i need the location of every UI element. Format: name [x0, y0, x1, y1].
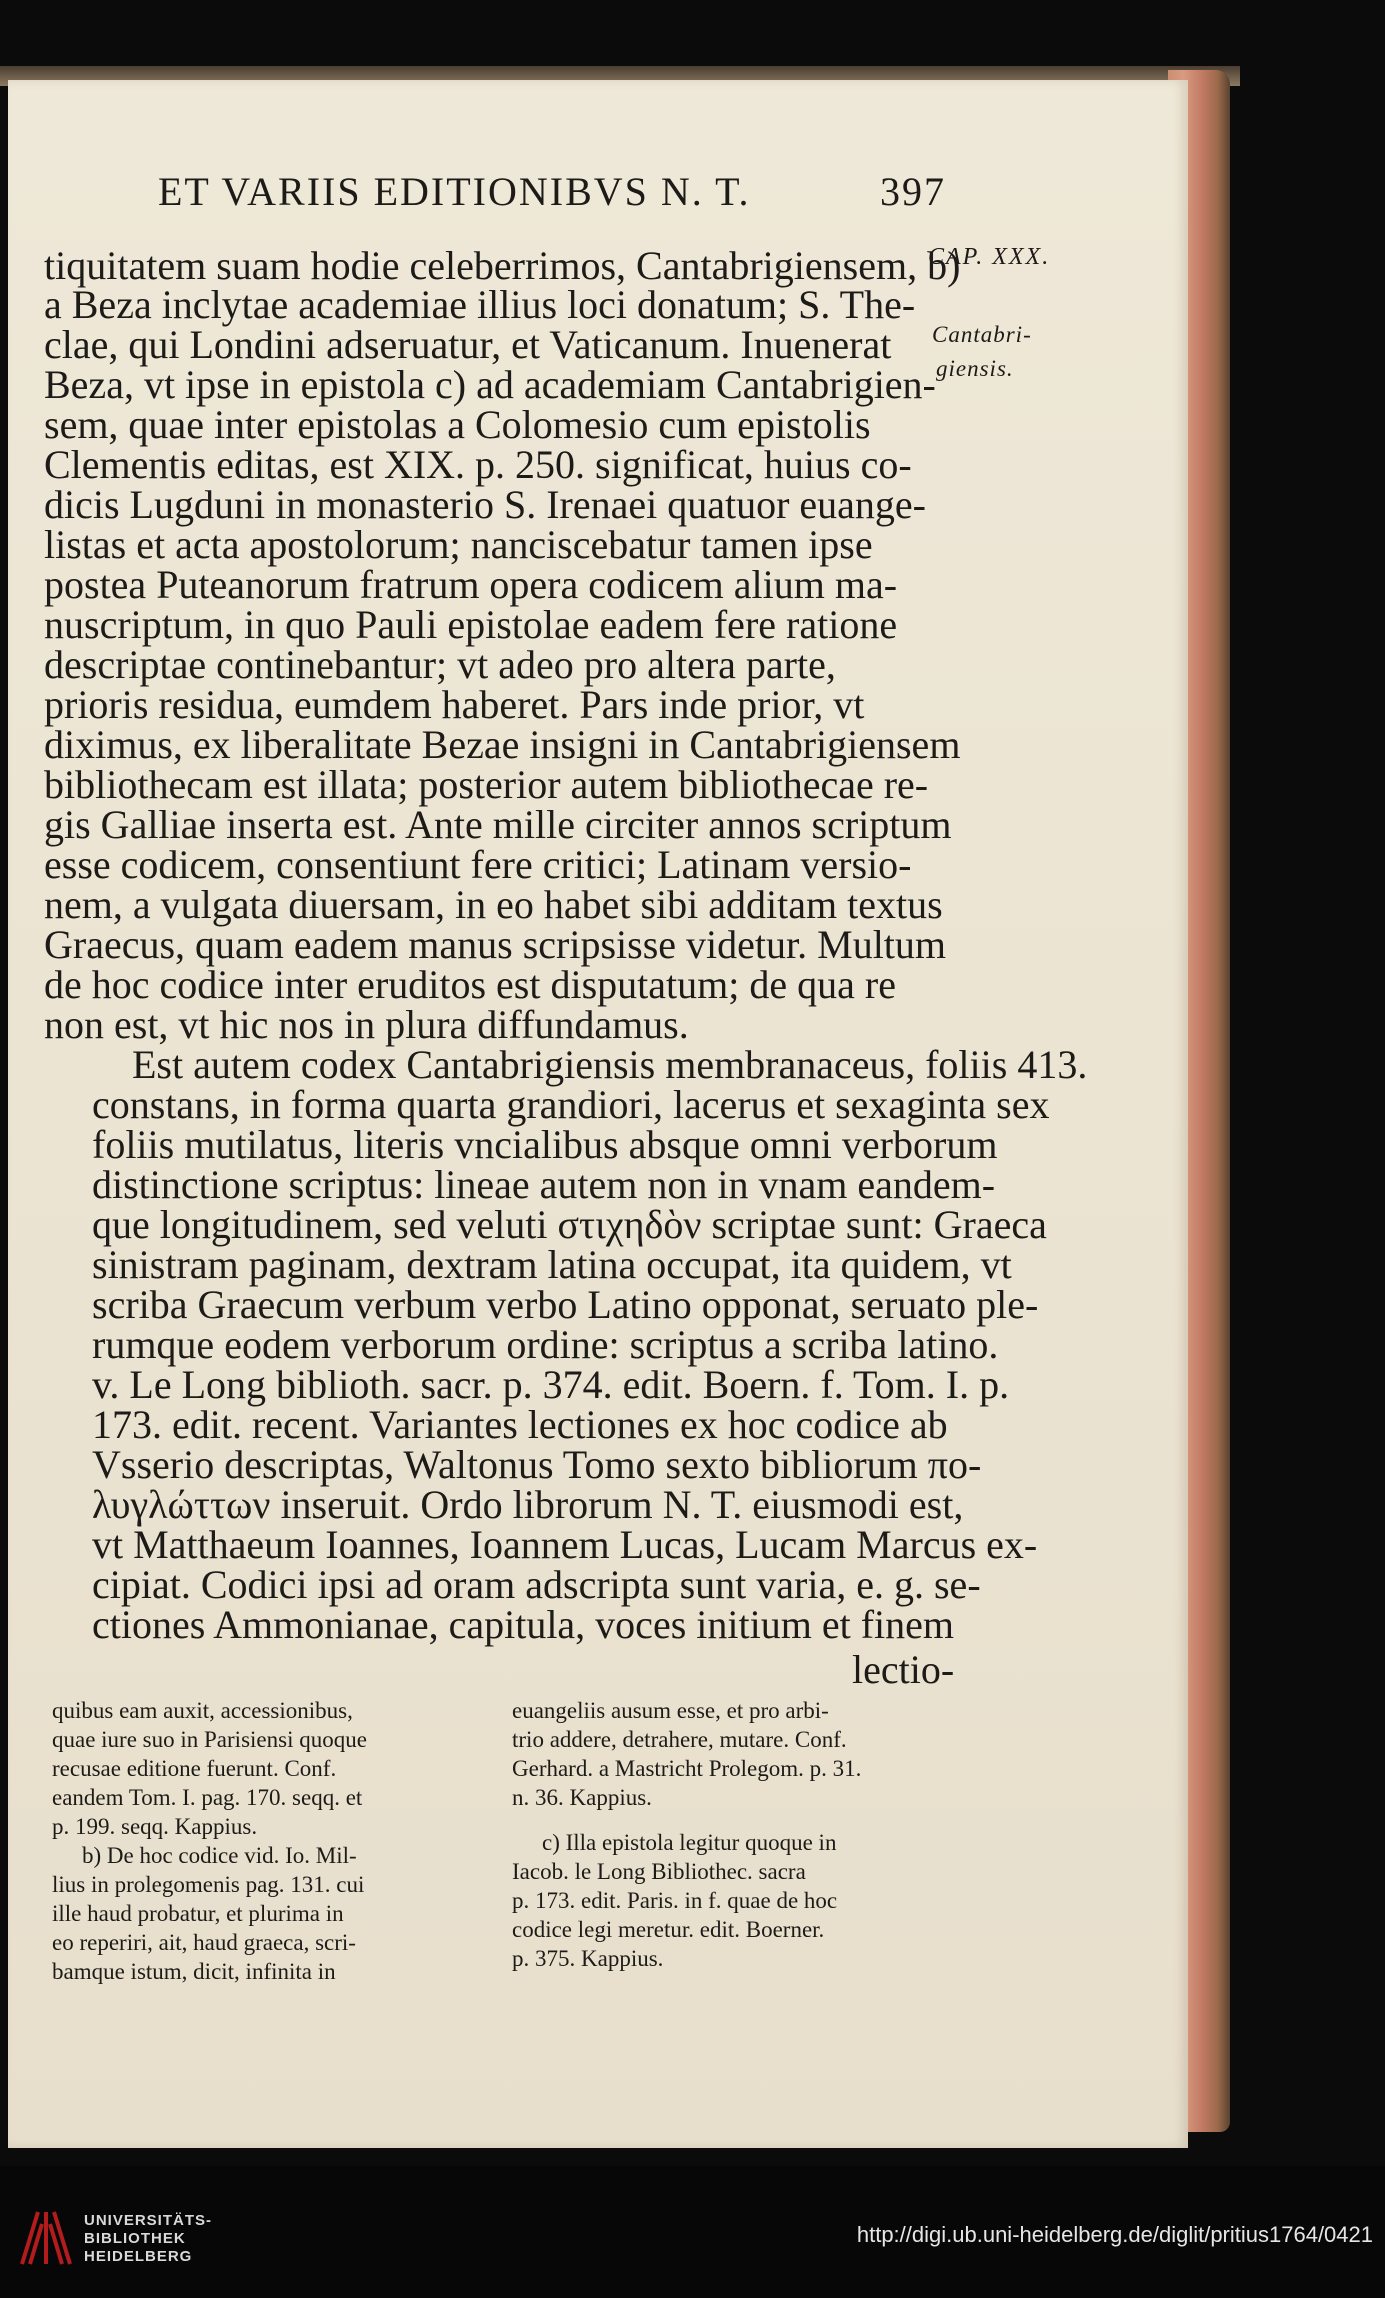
- text-line: cipiat. Codici ipsi ad oram adscripta sunt varia, e. g. se-: [92, 1562, 981, 1607]
- library-logo-icon[interactable]: [16, 2206, 76, 2270]
- footnote-line: c) Illa epistola legitur quoque in: [542, 1830, 837, 1855]
- text-line: que longitudinem, sed veluti στιχηδὸν scriptae sunt: Graeca: [92, 1202, 1047, 1247]
- footnote-line: p. 375. Kappius.: [512, 1946, 664, 1971]
- source-url-link[interactable]: http://digi.ub.uni-heidelberg.de/diglit/pritius1764/0421: [856, 2222, 1373, 2247]
- text-line: non est, vt hic nos in plura diffundamus.: [44, 1002, 689, 1047]
- text-line: 173. edit. recent. Variantes lectiones ex hoc codice ab: [92, 1402, 948, 1447]
- footnote-line: Iacob. le Long Bibliothec. sacra: [512, 1859, 806, 1884]
- text-line: listas et acta apostolorum; nanciscebatur tamen ipse: [44, 522, 873, 567]
- footnote-line: p. 199. seqq. Kappius.: [52, 1814, 258, 1839]
- text-line: de hoc codice inter eruditos est disputatum; de qua re: [44, 962, 896, 1007]
- footnote-line: codice legi meretur. edit. Boerner.: [512, 1917, 825, 1942]
- text-line: Graecus, quam eadem manus scripsisse videtur. Multum: [44, 922, 947, 967]
- catchword: lectio-: [852, 1647, 955, 1692]
- footnote-line: p. 173. edit. Paris. in f. quae de hoc: [512, 1888, 838, 1913]
- text-line: λυγλώττων inseruit. Ordo librorum N. T. eiusmodi est,: [92, 1482, 964, 1527]
- text-line: Vsserio descriptas, Waltonus Tomo sexto bibliorum πο-: [92, 1442, 982, 1487]
- text-line: tiquitatem suam hodie celeberrimos, Cantabrigiensem, b): [44, 243, 961, 288]
- text-line: diximus, ex liberalitate Bezae insigni in Cantabrigiensem: [44, 722, 961, 767]
- footnote-line: recusae editione fuerunt. Conf.: [52, 1756, 337, 1781]
- margin-note-topic-cont: giensis.: [936, 356, 1014, 381]
- text-line: distinctione scriptus: lineae autem non in vnam eandem-: [92, 1162, 996, 1207]
- page-number: 397: [880, 169, 946, 214]
- text-line: a Beza inclytae academiae illius loci donatum; S. The-: [44, 282, 916, 327]
- margin-note-topic: Cantabri-: [932, 322, 1032, 347]
- footnote-line: quibus eam auxit, accessionibus,: [52, 1698, 353, 1723]
- footnote-line: lius in prolegomenis pag. 131. cui: [52, 1872, 365, 1897]
- text-line: sem, quae inter epistolas a Colomesio cum epistolis: [44, 402, 871, 447]
- text-line: dicis Lugduni in monasterio S. Irenaei quatuor euange-: [44, 482, 926, 527]
- text-line: prioris residua, eumdem haberet. Pars inde prior, vt: [44, 682, 865, 727]
- footnote-line: bamque istum, dicit, infinita in: [52, 1959, 336, 1984]
- footnote-line: euangeliis ausum esse, et pro arbi-: [512, 1698, 829, 1723]
- text-line: Beza, vt ipse in epistola c) ad academiam Cantabrigien-: [44, 362, 936, 407]
- institution-line: UNIVERSITÄTS-: [84, 2212, 213, 2229]
- institution-line: BIBLIOTHEK: [84, 2230, 186, 2247]
- footnote-line: ille haud probatur, et plurima in: [52, 1901, 344, 1926]
- text-line: constans, in forma quarta grandiori, lacerus et sexaginta sex: [92, 1082, 1050, 1127]
- footnote-line: b) De hoc codice vid. Io. Mil-: [82, 1843, 357, 1868]
- text-line: vt Matthaeum Ioannes, Ioannem Lucas, Lucam Marcus ex-: [92, 1522, 1038, 1567]
- text-line: scriba Graecum verbum verbo Latino opponat, seruato ple-: [92, 1282, 1039, 1327]
- text-line: foliis mutilatus, literis vncialibus absque omni verborum: [92, 1122, 998, 1167]
- text-line: Est autem codex Cantabrigiensis membranaceus, foliis 413.: [132, 1042, 1088, 1087]
- text-line: descriptae continebantur; vt adeo pro altera parte,: [44, 642, 836, 687]
- text-line: bibliothecam est illata; posterior autem bibliothecae re-: [44, 762, 929, 807]
- margin-note-chapter: CAP. XXX.: [928, 244, 1051, 270]
- footnote-line: n. 36. Kappius.: [512, 1785, 652, 1810]
- text-line: esse codicem, consentiunt fere critici; Latinam versio-: [44, 842, 912, 887]
- text-line: clae, qui Londini adseruatur, et Vaticanum. Inuenerat: [44, 322, 892, 367]
- text-line: sinistram paginam, dextram latina occupat, ita quidem, vt: [92, 1242, 1012, 1287]
- text-line: postea Puteanorum fratrum opera codicem alium ma-: [44, 562, 898, 607]
- footnote-line: eo reperiri, ait, haud graeca, scri-: [52, 1930, 356, 1955]
- footnote-line: eandem Tom. I. pag. 170. seqq. et: [52, 1785, 363, 1810]
- footnote-line: quae iure suo in Parisiensi quoque: [52, 1727, 367, 1752]
- text-line: Clementis editas, est XIX. p. 250. significat, huius co-: [44, 442, 912, 487]
- text-line: rumque eodem verborum ordine: scriptus a scriba latino.: [92, 1322, 999, 1367]
- footnote-line: Gerhard. a Mastricht Prolegom. p. 31.: [512, 1756, 862, 1781]
- text-line: gis Galliae inserta est. Ante mille circiter annos scriptum: [44, 802, 952, 847]
- footnote-line: trio addere, detrahere, mutare. Conf.: [512, 1727, 847, 1752]
- text-line: nem, a vulgata diuersam, in eo habet sibi additam textus: [44, 882, 943, 927]
- running-title: ET VARIIS EDITIONIBVS N. T.: [158, 169, 751, 214]
- text-line: ctiones Ammonianae, capitula, voces initium et finem: [92, 1602, 954, 1647]
- text-line: v. Le Long biblioth. sacr. p. 374. edit. Boern. f. Tom. I. p.: [92, 1362, 1010, 1407]
- institution-line: HEIDELBERG: [84, 2248, 193, 2265]
- text-line: nuscriptum, in quo Pauli epistolae eadem fere ratione: [44, 602, 898, 647]
